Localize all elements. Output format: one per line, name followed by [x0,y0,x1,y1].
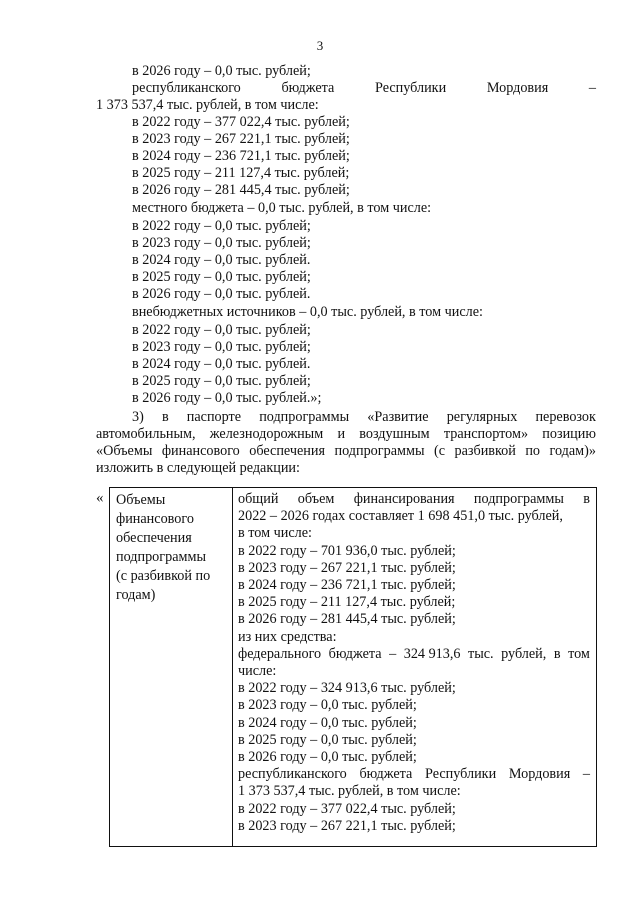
text-line: в 2026 году – 281 445,4 тыс. рублей; [132,182,350,198]
right-cell-line: в 2022 году – 377 022,4 тыс. рублей; [238,800,456,817]
right-cell-line: в 2025 году – 0,0 тыс. рублей; [238,731,417,748]
right-cell-line: в 2023 году – 0,0 тыс. рублей; [238,697,417,714]
word: 3) [132,409,144,425]
text-line: в 2023 году – 0,0 тыс. рублей; [132,235,311,251]
text-line: в 2022 году – 0,0 тыс. рублей; [132,322,311,338]
left-cell-line: обеспечения [116,530,192,546]
text-line: в 2023 году – 267 221,1 тыс. рублей; [132,131,350,147]
word: 324 913,6 [403,645,461,662]
right-cell-line: в 2026 году – 281 445,4 тыс. рублей; [238,611,456,628]
item3-line1 [132,409,596,426]
word: транспортом» [443,426,529,442]
right-cell-line: числе: [238,663,277,680]
word: перевозок [535,409,596,425]
word: подпрограммы [334,443,425,459]
word: – [582,766,590,783]
right-cell-line: в 2023 году – 267 221,1 тыс. рублей; [238,559,456,576]
text-line: 1 373 537,4 тыс. рублей, в том числе: [96,97,319,113]
right-cell-line: в 2024 году – 0,0 тыс. рублей; [238,714,417,731]
text-line: в 2022 году – 0,0 тыс. рублей; [132,218,311,234]
right-cell-line: в 2022 году – 701 936,0 тыс. рублей; [238,542,456,559]
text-line: в 2026 году – 0,0 тыс. рублей. [132,286,311,302]
left-cell-line: (с разбивкой по [116,568,211,584]
word: (с [433,443,445,459]
right-cell-line [238,766,590,783]
word: Мордовия [486,80,549,96]
text-line: в 2026 году – 0,0 тыс. рублей.»; [132,390,322,406]
left-cell-line: Объемы [116,492,166,508]
text-line: в 2024 году – 236 721,1 тыс. рублей; [132,148,350,164]
right-cell-line [238,491,590,508]
word: подпрограммы [473,491,564,507]
word: и [337,426,346,442]
item3-line3 [96,443,596,460]
word: разбивкой [454,443,516,459]
word: рублей, [501,645,547,662]
word: воздушным [359,426,430,442]
text-line: местного бюджета – 0,0 тыс. рублей, в том числе: [132,200,432,216]
word: финансового [161,443,240,459]
word: регулярных [446,409,518,425]
word: годам)» [549,443,596,459]
table-right-cell [238,491,590,835]
word: бюджета [328,645,382,662]
word: обеспечения [249,443,326,459]
left-cell-line: подпрограммы [116,549,206,565]
right-cell-line: 1 373 537,4 тыс. рублей, в том числе: [238,783,461,800]
word: Мордовия [508,766,571,783]
right-cell-line: в 2025 году – 211 127,4 тыс. рублей; [238,594,456,611]
left-cell-line: годам) [116,587,156,603]
word: в [161,409,169,425]
right-cell-line: из них средства: [238,628,337,645]
right-cell-line: в том числе: [238,525,312,542]
word: – [389,645,397,662]
text-line: в 2024 году – 0,0 тыс. рублей. [132,252,311,268]
right-cell-line: в 2023 году – 267 221,1 тыс. рублей; [238,817,456,834]
word: тыс. [468,645,494,662]
text-line: в 2025 году – 211 127,4 тыс. рублей; [132,165,350,181]
word: «Развитие [367,409,429,425]
right-cell-line: в 2024 году – 236 721,1 тыс. рублей; [238,577,456,594]
word: республиканского [238,766,347,783]
word: позицию [542,426,596,442]
word: общий [238,491,279,507]
word: подпрограммы [259,409,350,425]
right-cell-line: 2022 – 2026 годах составляет 1 698 451,0 тыс. рублей, [238,508,563,525]
word: автомобильным, [96,426,196,442]
rep-budget-line [132,80,596,97]
text-line: внебюджетных источников – 0,0 тыс. рублей, в том числе: [132,304,483,320]
word: республиканского [132,80,241,96]
text-line: в 2026 году – 0,0 тыс. рублей; [132,63,311,79]
word: бюджета [359,766,413,783]
word: федерального [238,645,322,662]
word: «Объемы [96,443,153,459]
right-cell-line [238,646,590,663]
word: бюджета [281,80,335,96]
word: финансирования [353,491,455,507]
column-divider [232,488,233,846]
text-line: в 2025 году – 0,0 тыс. рублей; [132,269,311,285]
word: в [553,645,561,662]
text-line: изложить в следующей редакции: [96,460,300,476]
funding-table [109,487,597,847]
text-line: в 2023 году – 0,0 тыс. рублей; [132,339,311,355]
word: объем [297,491,335,507]
quote-mark: « [96,490,104,506]
right-cell-line: в 2022 году – 324 913,6 тыс. рублей; [238,680,456,697]
left-cell-line: финансового [116,511,194,527]
word: в [583,491,590,507]
word: паспорте [186,409,242,425]
text-line: в 2024 году – 0,0 тыс. рублей. [132,356,311,372]
word: том [568,645,590,662]
page-number: 3 [316,38,324,53]
word: железнодорожным [209,426,324,442]
word: Республики [425,766,497,783]
word: – [588,80,596,96]
table-left-cell [116,491,226,605]
text-line: в 2025 году – 0,0 тыс. рублей; [132,373,311,389]
word: по [525,443,541,459]
item3-line2 [96,426,596,443]
text-line: в 2022 году – 377 022,4 тыс. рублей; [132,114,350,130]
word: Республики [375,80,447,96]
right-cell-line: в 2026 году – 0,0 тыс. рублей; [238,749,417,766]
